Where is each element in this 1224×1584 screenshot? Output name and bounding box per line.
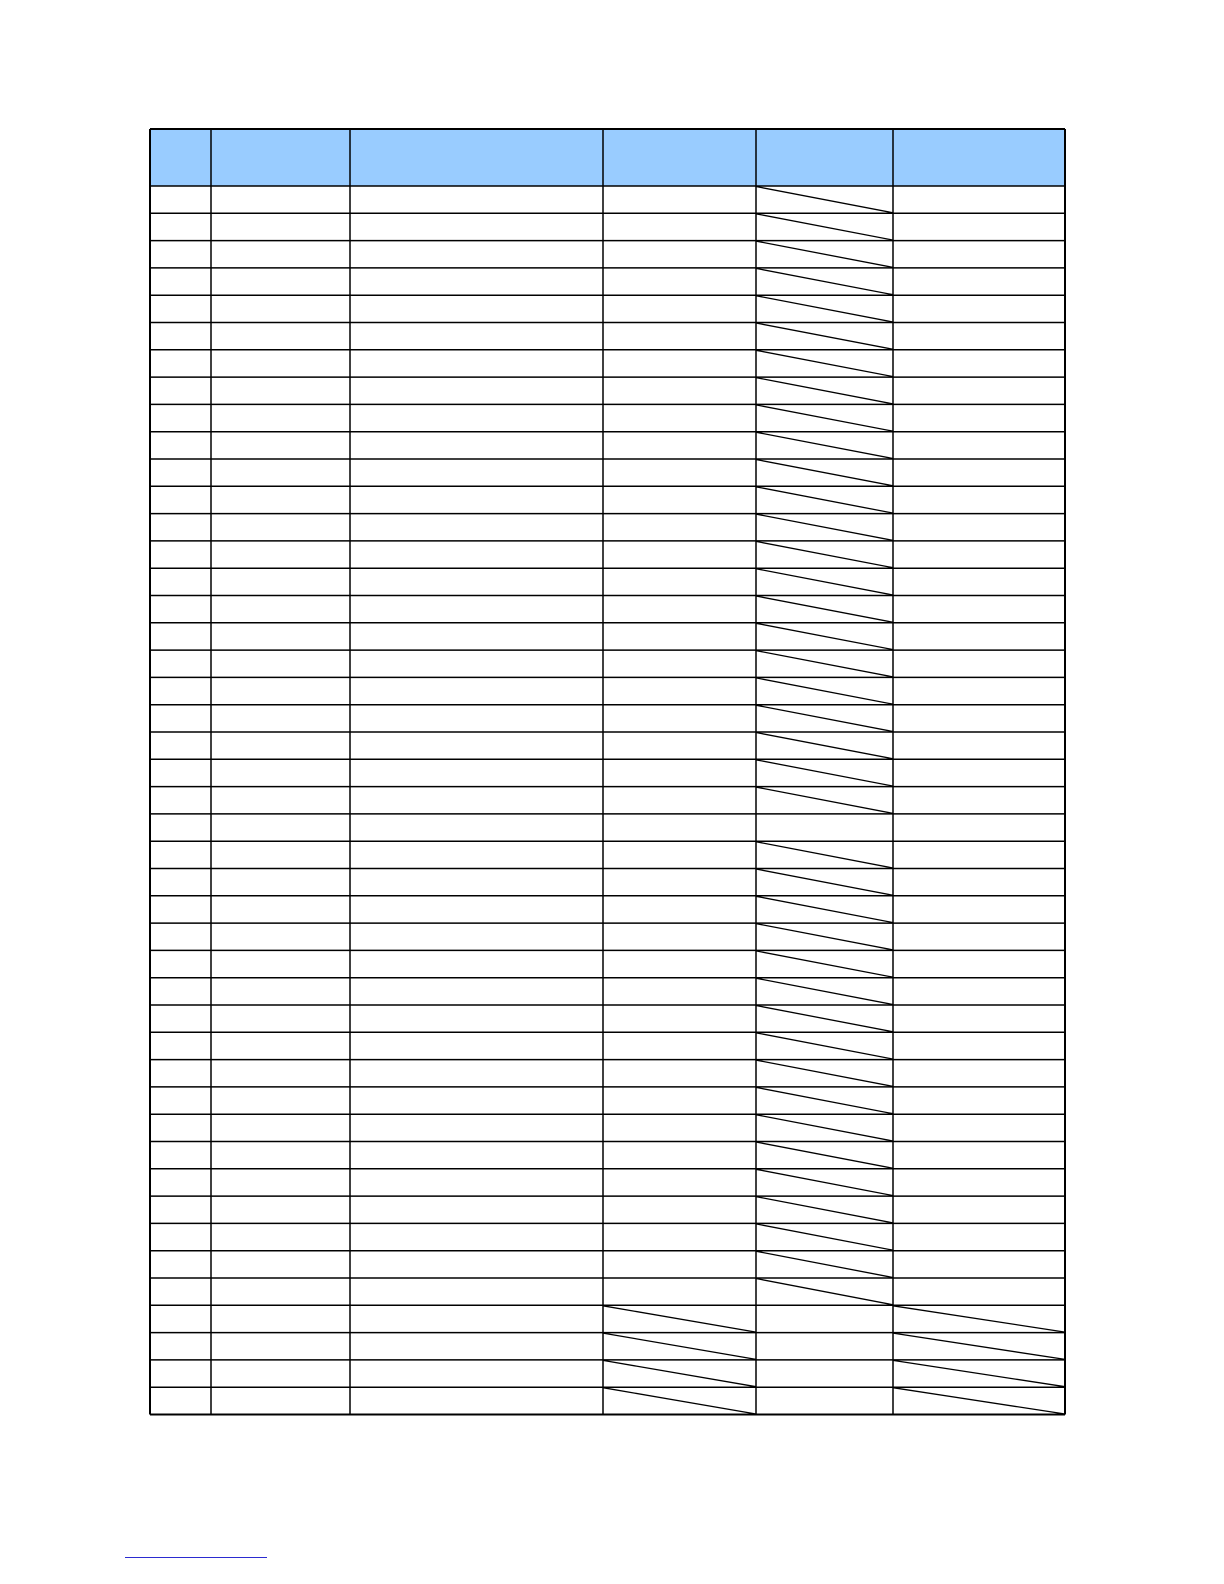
table-row [756, 1087, 893, 1113]
cell-strike-line [756, 460, 893, 486]
header-background [150, 129, 1065, 186]
cell-strike-line [893, 1388, 1065, 1414]
cell-strike-line [756, 1142, 893, 1168]
table-row [756, 678, 893, 704]
table-row [756, 1279, 893, 1305]
table-row [756, 432, 893, 458]
table-row [756, 978, 893, 1004]
table-row [603, 1333, 1065, 1359]
table-row [756, 733, 893, 759]
table-row [756, 1033, 893, 1059]
cell-strike-line [756, 733, 893, 759]
cell-strike-line [756, 1087, 893, 1113]
table-row [756, 214, 893, 240]
cell-strike-line [893, 1360, 1065, 1386]
cell-strike-line [756, 514, 893, 540]
cell-strike-line [603, 1333, 756, 1359]
cell-strike-line [756, 214, 893, 240]
table-row [756, 1197, 893, 1223]
cell-strike-line [756, 432, 893, 458]
cell-strike-line [756, 268, 893, 294]
cell-strike-line [756, 924, 893, 950]
cell-strike-line [756, 705, 893, 731]
cell-strike-line [756, 1169, 893, 1195]
table-row [756, 1115, 893, 1141]
cell-strike-line [756, 1033, 893, 1059]
table-row [756, 350, 893, 376]
cell-strike-line [756, 541, 893, 567]
cell-strike-line [756, 323, 893, 349]
cell-strike-line [603, 1360, 756, 1386]
cell-strike-line [756, 869, 893, 895]
table-row [756, 541, 893, 567]
table-row [756, 842, 893, 868]
cell-strike-line [756, 978, 893, 1004]
table-row [756, 405, 893, 431]
cell-strike-line [756, 651, 893, 677]
cell-strike-line [756, 1006, 893, 1032]
footnote-separator [125, 1557, 267, 1558]
cell-strike-line [756, 596, 893, 622]
cell-strike-line [756, 241, 893, 267]
table-row [756, 760, 893, 786]
cell-strike-line [756, 760, 893, 786]
cell-strike-line [756, 350, 893, 376]
table-row [756, 924, 893, 950]
cell-strike-line [756, 569, 893, 595]
cell-strike-line [756, 623, 893, 649]
table-row [756, 705, 893, 731]
cell-strike-line [756, 378, 893, 404]
table-row [756, 869, 893, 895]
table-row [756, 596, 893, 622]
table-row [756, 1060, 893, 1086]
cell-strike-line [756, 1224, 893, 1250]
table-grid [150, 129, 1065, 1414]
table-row [756, 296, 893, 322]
cell-strike-line [756, 1197, 893, 1223]
table-row [603, 1306, 1065, 1332]
cell-strike-line [756, 1115, 893, 1141]
table-row [756, 1006, 893, 1032]
table-row [756, 378, 893, 404]
table-row [756, 623, 893, 649]
table-row [603, 1360, 1065, 1386]
table-row [756, 187, 893, 213]
table-row [756, 651, 893, 677]
table-row [756, 323, 893, 349]
cell-strike-line [893, 1333, 1065, 1359]
row-dividers [150, 186, 1065, 1415]
cell-strike-line [756, 405, 893, 431]
table-row [756, 951, 893, 977]
table-row [603, 1388, 1065, 1414]
cell-strike-line [756, 1279, 893, 1305]
blank-form-table [150, 129, 1065, 1414]
cell-strike-line [603, 1388, 756, 1414]
table-row [756, 1224, 893, 1250]
cell-strike-line [756, 678, 893, 704]
cell-strike-line [603, 1306, 756, 1332]
cell-strike-line [756, 951, 893, 977]
cell-strike-line [756, 842, 893, 868]
table-row [756, 1169, 893, 1195]
table-row [756, 569, 893, 595]
cell-strike-line [756, 1060, 893, 1086]
table-row [756, 460, 893, 486]
table-row [756, 514, 893, 540]
cell-strike-line [756, 896, 893, 922]
table-row [756, 896, 893, 922]
cell-strike-line [756, 787, 893, 813]
cell-strike-line [756, 187, 893, 213]
table-row [756, 487, 893, 513]
table-row [756, 1251, 893, 1277]
cell-strike-line [756, 487, 893, 513]
table-row [756, 268, 893, 294]
cell-strike-line [756, 296, 893, 322]
table-row [756, 241, 893, 267]
table-row [756, 787, 893, 813]
table-row [756, 1142, 893, 1168]
header-row [150, 129, 1065, 186]
cell-strike-line [756, 1251, 893, 1277]
cell-strike-line [893, 1306, 1065, 1332]
